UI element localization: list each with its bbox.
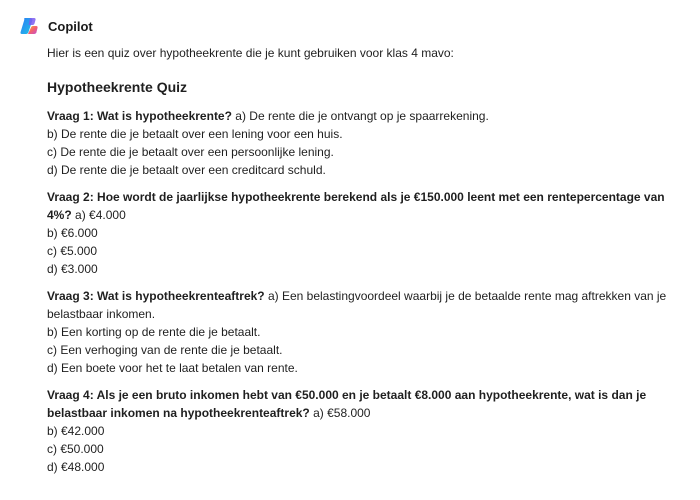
answer-option: a) De rente die je ontvangt op je spaarrekening.	[235, 109, 489, 123]
answer-option: a) €58.000	[313, 406, 371, 420]
answer-option: d) €3.000	[47, 262, 98, 276]
sender-name: Copilot	[48, 18, 93, 34]
question-text: Vraag 4: Als je een bruto inkomen hebt van €50.000 en je betaalt €8.000 aan hypotheekrente, wat is dan je belastbaar inkomen na hypotheekrenteaftrek?	[47, 388, 647, 420]
answer-option: d) De rente die je betaalt over een creditcard schuld.	[47, 163, 326, 177]
answer-option: d) Een boete voor het te laat betalen van rente.	[47, 361, 298, 375]
message-body	[47, 44, 687, 485]
answer-option: c) Een verhoging van de rente die je betaalt.	[47, 343, 283, 357]
answer-option: b) €42.000	[47, 424, 105, 438]
message-header	[19, 15, 93, 37]
question-line	[47, 386, 687, 422]
answer-option: d) €48.000	[47, 460, 105, 474]
answer-option: a) €4.000	[75, 208, 126, 222]
answer-option: c) De rente die je betaalt over een persoonlijke lening.	[47, 145, 334, 159]
answer-option: b) Een korting op de rente die je betaalt.	[47, 325, 261, 339]
question-block	[47, 188, 687, 278]
question-block	[47, 386, 687, 476]
question-line	[47, 188, 687, 224]
answer-option: a) Een belastingvoordeel waarbij je de betaalde rente mag aftrekken van je belastbaar inkomen.	[47, 289, 667, 321]
intro-text: Hier is een quiz over hypotheekrente die je kunt gebruiken voor klas 4 mavo:	[47, 46, 454, 60]
question-text: Vraag 2: Hoe wordt de jaarlijkse hypotheekrente berekend als je €150.000 leent met een rentepercentage van 4%?	[47, 190, 665, 222]
question-block	[47, 287, 687, 377]
answer-option: c) €50.000	[47, 442, 104, 456]
answer-option: c) €5.000	[47, 244, 98, 258]
answer-option: b) De rente die je betaalt over een lening voor een huis.	[47, 127, 343, 141]
question-text: Vraag 3: Wat is hypotheekrenteaftrek?	[47, 289, 265, 303]
question-text: Vraag 1: Wat is hypotheekrente?	[47, 109, 232, 123]
question-line	[47, 107, 687, 125]
answer-option: b) €6.000	[47, 226, 98, 240]
question-block	[47, 107, 687, 179]
copilot-logo-icon	[19, 16, 39, 36]
question-line	[47, 287, 687, 323]
quiz-title: Hypotheekrente Quiz	[47, 79, 188, 95]
